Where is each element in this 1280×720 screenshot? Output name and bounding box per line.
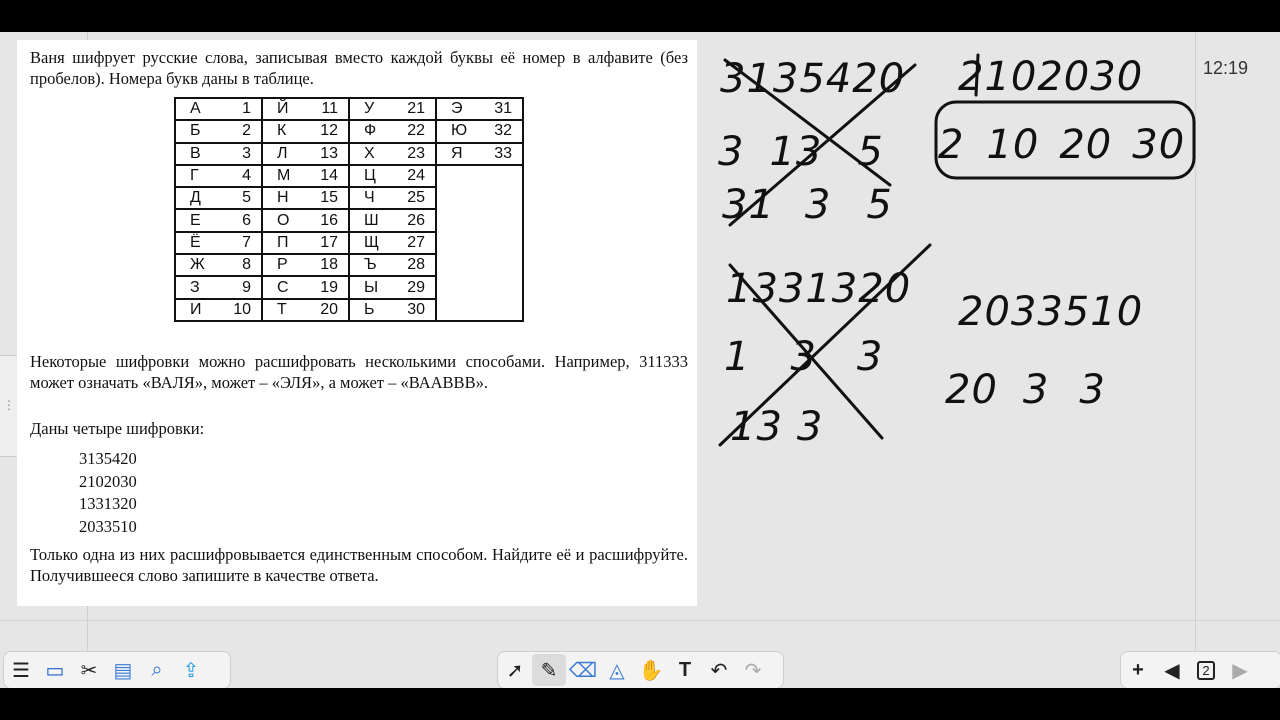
letter-number: 21 [407,100,425,118]
alphabet-cell [349,209,436,231]
letter: Ё [190,233,201,251]
letter: Б [190,122,201,140]
letter: Ц [364,167,376,185]
menu-icon[interactable]: ☰ [12,659,30,682]
toolbar-middle [497,651,784,689]
letter: Н [277,189,289,207]
letter: А [190,100,201,118]
letter-number: 12 [320,122,338,140]
bottom-letterbox [0,688,1280,720]
alphabet-cell [262,299,349,321]
display-icon[interactable]: ▭ [45,659,65,682]
alphabet-cell [436,98,523,120]
letter-number: 31 [494,100,512,118]
alphabet-cell [349,187,436,209]
letter: Ю [451,122,468,140]
letter-number: 25 [407,189,425,207]
prev-page-icon[interactable]: ◀ [1164,659,1180,682]
alphabet-cell [262,254,349,276]
letter: Ф [364,122,377,140]
hw-line1-split-a: 3 13 5 [718,129,884,175]
letter-number: 2 [242,122,251,140]
alphabet-cell [262,209,349,231]
letter-number: 30 [407,300,425,318]
alphabet-cell [349,299,436,321]
eraser-icon[interactable]: ⌫ [568,659,598,682]
capture-icon[interactable]: ⌕ [151,658,163,681]
tools-icon[interactable]: ✂ [80,659,98,682]
alphabet-row [175,98,523,120]
letter-number: 11 [321,100,338,118]
select-icon[interactable]: ➚ [506,659,524,682]
alphabet-table [174,97,524,322]
alphabet-cell [262,232,349,254]
letter: Х [364,144,375,162]
letter: Е [190,211,201,229]
hw-line1-split-b: 31 3 5 [722,182,893,228]
hw-line3: 1331320 [726,266,912,312]
hw-line2-split: 2 10 20 30 [938,122,1186,168]
letter-number: 10 [233,300,251,318]
letter-number: 14 [320,167,338,185]
letter-number: 32 [494,122,512,140]
hw-line3-split-a: 1 3 3 [724,334,884,380]
alphabet-cell [349,98,436,120]
letter: Ч [364,189,375,207]
letter-number: 1 [242,100,251,118]
letter: Ь [364,300,375,318]
alphabet-cell [175,187,262,209]
alphabet-cell [436,143,523,165]
pages-icon[interactable] [1189,654,1223,686]
problem-paragraph-4: Только одна из них расшифровывается единственным способом. Найдите её и расшифруйте. Получившееся слово запишите в качестве ответа. [30,545,688,585]
letter-number: 19 [320,278,338,296]
alphabet-cell [262,276,349,298]
letter-number: 16 [320,211,338,229]
toolbar-right [1120,651,1280,689]
hw-line4-split: 20 3 3 [945,367,1106,413]
alphabet-cell [262,98,349,120]
letter: Л [277,144,288,162]
letter-number: 4 [242,167,251,185]
letter: Ж [190,256,205,274]
next-page-icon[interactable]: ▶ [1232,659,1248,682]
letter-number: 22 [407,122,425,140]
letter-number: 6 [242,211,251,229]
redo-icon[interactable]: ↷ [744,659,762,682]
letter: Р [277,256,288,274]
clock: 12:19 [1203,58,1249,78]
alphabet-cell [349,120,436,142]
text-icon[interactable]: T [678,658,692,681]
alphabet-cell [175,143,262,165]
letter: И [190,300,202,318]
letter: О [277,211,290,229]
letter-number: 3 [242,144,251,162]
letter-number: 8 [242,256,251,274]
highlighter-icon[interactable]: ◬ [609,659,625,682]
letter-number: 15 [320,189,338,207]
problem-paragraph-2: Некоторые шифровки можно расшифровать несколькими способами. Например, 311333 может означать «ВАЛЯ», может – «ЭЛЯ», а может – «ВААВВВ». [30,352,688,392]
alphabet-cell [262,187,349,209]
alphabet-cell [436,120,523,142]
page-count: 2 [1197,661,1214,680]
alphabet-cell [262,120,349,142]
problem-paragraph-3: Даны четыре шифровки: [30,419,205,438]
handle-grip-icon: ⋮ [3,398,15,412]
alphabet-cell [175,209,262,231]
toolbar-left [3,651,231,689]
problem-intro: Ваня шифрует русские слова, записывая вместо каждой буквы её номер в алфавите (без пробелов). Номера букв даны в таблице. [30,48,688,88]
alphabet-cell [175,165,262,187]
undo-icon[interactable]: ↶ [710,659,728,682]
gallery-icon[interactable]: ▤ [113,659,133,682]
pen-icon[interactable]: ✎ [532,654,566,686]
letter: М [277,167,291,185]
hw-line3-split-b: 13 3 [730,404,824,450]
letter-number: 23 [407,144,425,162]
letter: Я [451,144,463,162]
letter-number: 9 [242,278,251,296]
letter-number: 29 [407,278,425,296]
alphabet-cell [262,165,349,187]
hw-line1: 3135420 [720,56,906,102]
codes-list [79,448,137,538]
letter: П [277,233,289,251]
alphabet-cell [349,254,436,276]
alphabet-cell [175,98,262,120]
letter-number: 26 [407,211,425,229]
alphabet-row [175,120,523,142]
hw-line2: 2102030 [958,54,1144,100]
letter-number: 5 [242,189,251,207]
alphabet-cell [349,143,436,165]
letter: С [277,278,289,296]
alphabet-cell [262,143,349,165]
alphabet-cell [175,299,262,321]
hw-line4: 2033510 [958,289,1144,335]
letter: Ъ [364,256,377,274]
letter: Т [277,300,287,318]
letter: Ш [364,211,379,229]
letter-number: 27 [407,233,425,251]
share-icon[interactable]: ⇪ [182,659,200,682]
letter: В [190,144,201,162]
alphabet-row [175,165,523,187]
code-item: 2102030 [79,471,137,491]
letter-number: 33 [494,144,512,162]
letter: Д [190,189,201,207]
letter-number: 28 [407,256,425,274]
grid-line [0,620,1280,621]
letter: Й [277,100,289,118]
code-item: 2033510 [79,516,137,536]
letter-number: 20 [320,300,338,318]
letter-number: 24 [407,167,425,185]
letter: У [364,100,375,118]
alphabet-empty-cell [436,165,523,321]
code-item: 3135420 [79,449,137,468]
add-page-icon[interactable]: + [1132,658,1144,681]
letter: Г [190,167,199,185]
alphabet-cell [349,232,436,254]
letter: Ы [364,278,379,296]
letter: К [277,122,287,140]
alphabet-cell [175,120,262,142]
alphabet-cell [175,276,262,298]
letter-number: 18 [320,256,338,274]
letter: Щ [364,233,379,251]
handwritten-notes [700,40,1200,460]
alphabet-row [175,143,523,165]
problem-document [17,40,697,606]
alphabet-cell [175,254,262,276]
letter: Э [451,100,463,118]
alphabet-cell [349,276,436,298]
letter-number: 17 [320,233,338,251]
letter-number: 13 [320,144,338,162]
hw-divider [976,55,978,95]
letter-number: 7 [242,233,251,251]
hand-icon[interactable]: ✋ [638,659,664,682]
code-item: 1331320 [79,494,137,513]
top-letterbox [0,0,1280,32]
alphabet-cell [175,232,262,254]
alphabet-cell [349,165,436,187]
letter: З [190,278,200,296]
